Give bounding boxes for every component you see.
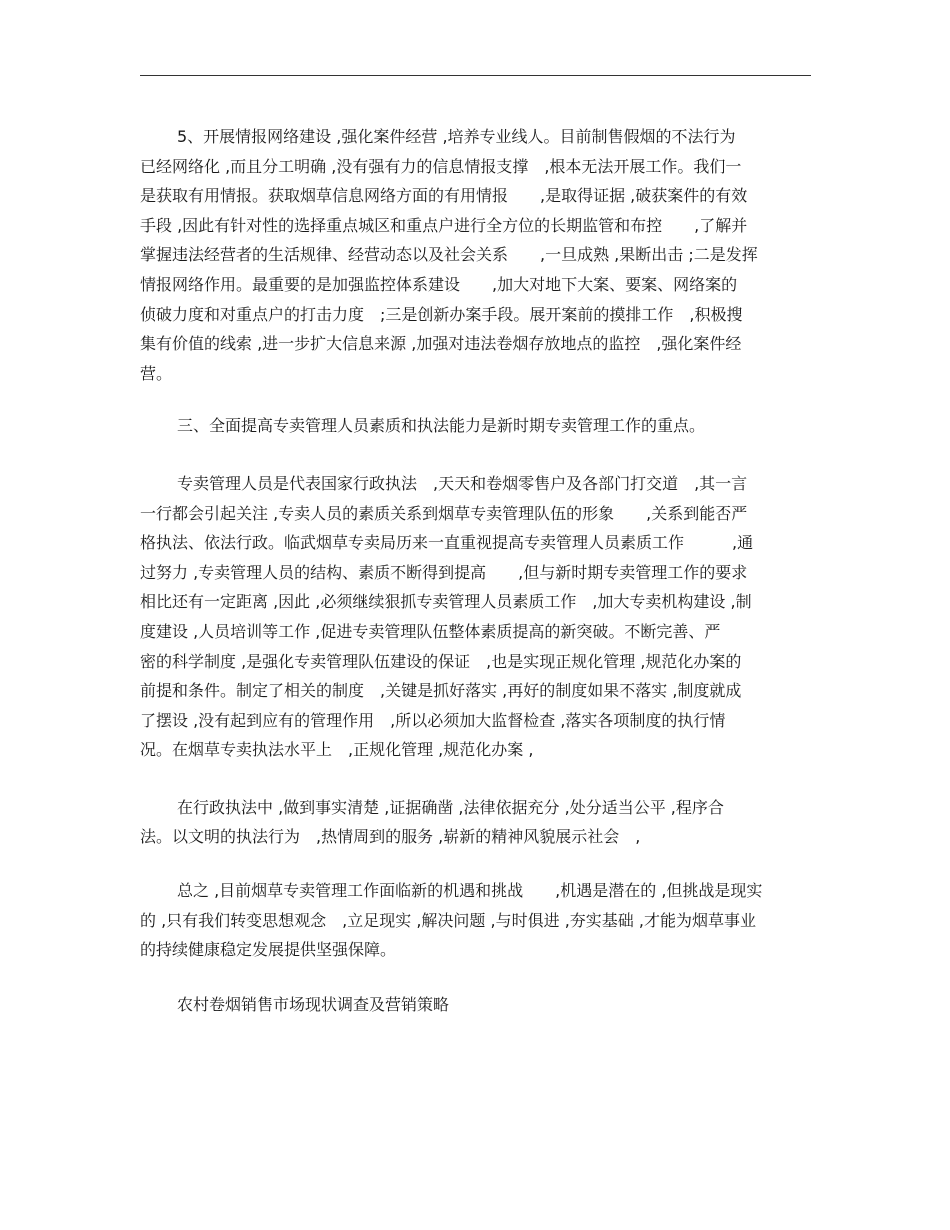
text-line: 格执法、依法行政。临武烟草专卖局历来一直重视提高专卖管理人员素质工作 ,通: [140, 533, 754, 553]
paragraph-gap: [140, 852, 811, 876]
paragraph-gap: [140, 765, 811, 793]
paragraph-conclusion: [140, 876, 811, 965]
text-line: 过努力 ,专卖管理人员的结构、素质不断得到提高 ,但与新时期专卖管理工作的要求: [140, 562, 748, 582]
text-line: 相比还有一定距离 ,因此 ,必须继续狠抓专卖管理人员素质工作 ,加大专卖机构建设 ,制: [140, 592, 752, 612]
text-line: 是获取有用情报。获取烟草信息网络方面的有用情报 ,是取得证据 ,破获案件的有效: [140, 186, 748, 206]
text-line: 在行政执法中 ,做到事实清楚 ,证据确凿 ,法律依据充分 ,处分适当公平 ,程序合: [177, 797, 724, 817]
text-line: 了摆设 ,没有起到应有的管理作用 ,所以必须加大监督检查 ,落实各项制度的执行情: [140, 710, 726, 730]
text-line: 情报网络作用。最重要的是加强监控体系建设 ,加大对地下大案、要案、网络案的: [140, 274, 738, 294]
text-line: 5、开展情报网络建设 ,强化案件经营 ,培养专业线人。目前制售假烟的不法行为: [177, 127, 736, 146]
text-line: 已经网络化 ,而且分工明确 ,没有强有力的信息情报支撑 ,根本无法开展工作。我们一: [140, 156, 742, 176]
text-line: 总之 ,目前烟草专卖管理工作面临新的机遇和挑战 ,机遇是潜在的 ,但挑战是现实: [177, 881, 763, 901]
text-line: 的持续健康稳定发展提供坚强保障。: [140, 940, 397, 960]
text-line: 一行都会引起关注 ,专卖人员的素质关系到烟草专卖管理队伍的形象 ,关系到能否严: [140, 503, 748, 523]
document-body: [140, 122, 811, 1019]
paragraph-gap: [140, 441, 811, 469]
section-title: 农村卷烟销售市场现状调查及营销策略: [177, 994, 450, 1014]
text-line: 集有价值的线索 ,进一步扩大信息来源 ,加强对违法卷烟存放地点的监控 ,强化案件经: [140, 334, 742, 354]
paragraph-section-three-heading: [140, 411, 811, 441]
paragraph-law-enforcement: [140, 793, 811, 852]
text-line: 侦破力度和对重点户的打击力度 ;三是创新办案手段。展开案前的摸排工作 ,积极搜: [140, 304, 743, 324]
text-line: 的 ,只有我们转变思想观念 ,立足现实 ,解决问题 ,与时俱进 ,夯实基础 ,才能为烟草事业: [140, 910, 756, 930]
text-line: 营。: [140, 363, 173, 383]
text-line: 法。以文明的执法行为 ,热情周到的服务 ,崭新的精神风貌展示社会 ,: [140, 827, 641, 847]
text-line: 密的科学制度 ,是强化专卖管理队伍建设的保证 ,也是实现正规化管理 ,规范化办案的: [140, 651, 742, 671]
paragraph-gap: [140, 388, 811, 411]
text-line: 掌握违法经营者的生活规律、经营动态以及社会关系 ,一旦成熟 ,果断出击 ;二是发挥: [140, 245, 758, 265]
paragraph-gap: [140, 965, 811, 990]
text-line: 专卖管理人员是代表国家行政执法 ,天天和卷烟零售户及各部门打交道 ,其一言: [177, 473, 748, 493]
text-line: 况。在烟草专卖执法水平上 ,正规化管理 ,规范化办案 ,: [140, 740, 534, 760]
paragraph-next-title: [140, 990, 811, 1020]
text-line: 手段 ,因此有针对性的选择重点城区和重点户进行全方位的长期监管和布控 ,了解并: [140, 215, 748, 235]
paragraph-intelligence-network: [140, 122, 811, 388]
text-line: 前提和条件。制定了相关的制度 ,关键是抓好落实 ,再好的制度如果不落实 ,制度就成: [140, 681, 742, 701]
section-heading: 三、全面提高专卖管理人员素质和执法能力是新时期专卖管理工作的重点。: [177, 416, 706, 436]
header-rule: [140, 75, 811, 76]
paragraph-personnel-quality: [140, 469, 811, 765]
text-line: 度建设 ,人员培训等工作 ,促进专卖管理队伍整体素质提高的新突破。不断完善、严: [140, 621, 721, 641]
